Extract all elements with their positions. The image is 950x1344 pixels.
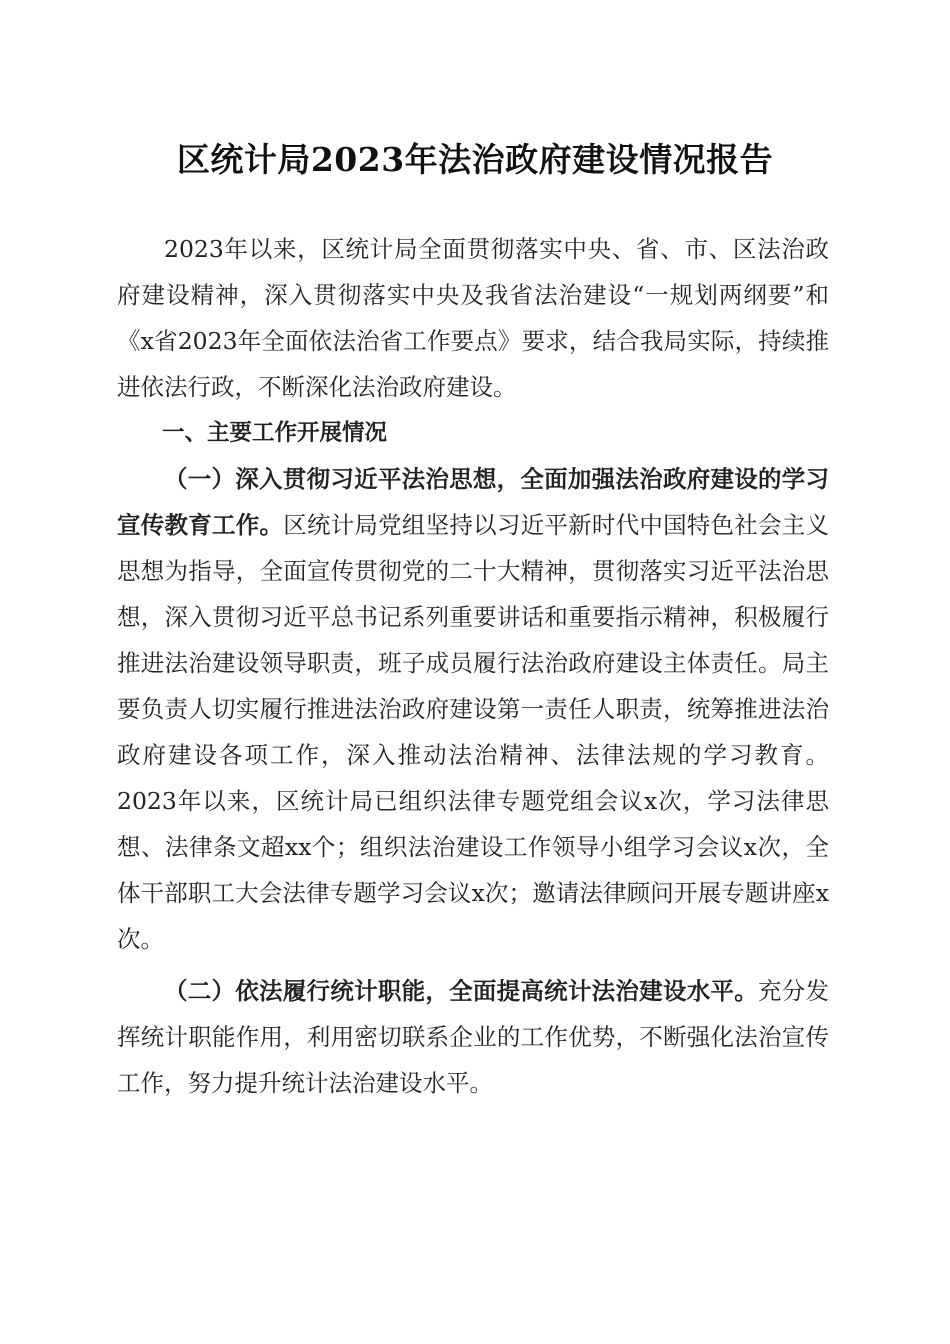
subsection-2-paragraph	[117, 968, 829, 1106]
subsection-1-paragraph	[117, 456, 829, 962]
document-body	[117, 226, 829, 1106]
document-title: 区统计局2023年法治政府建设情况报告	[176, 140, 774, 179]
subsection-1-heading: （一）深入贯彻习近平法治思想，全面加强法治政府建设的学习宣传教育工作。	[117, 465, 829, 539]
subsection-2-body: 充分发挥统计职能作用，利用密切联系企业的工作优势，不断强化法治宣传工作，努力提升统计法治建设水平。	[117, 977, 830, 1097]
intro-paragraph: 2023年以来，区统计局全面贯彻落实中央、省、市、区法治政府建设精神，深入贯彻落实中央及我省法治建设“一规划两纲要”和《x省2023年全面依法治省工作要点》要求，结合我局实际，持续推进依法行政，不断深化法治政府建设。	[117, 235, 829, 401]
section-heading: 一、主要工作开展情况	[162, 420, 388, 446]
subsection-1-body: 区统计局党组坚持以习近平新时代中国特色社会主义思想为指导，全面宣传贯彻党的二十大精神，贯彻落实习近平法治思想，深入贯彻习近平总书记系列重要讲话和重要指示精神，积极履行推进法治建设领导职责，班子成员履行法治政府建设主体责任。局主要负责人切实履行推进法治政府建设第一责任人职责，统筹推进法治政府建设各项工作，深入推动法治精神、法律法规的学习教育。2023年以来，区统计局已组织法律专题党组会议x次，学习法律思想、法律条文超xx个；组织法治建设工作领导小组学习会议x次，全体干部职工大会法律专题学习会议x次；邀请法律顾问开展专题讲座x次。	[117, 511, 830, 953]
subsection-2-heading: （二）依法履行统计职能，全面提高统计法治建设水平。	[164, 977, 758, 1005]
